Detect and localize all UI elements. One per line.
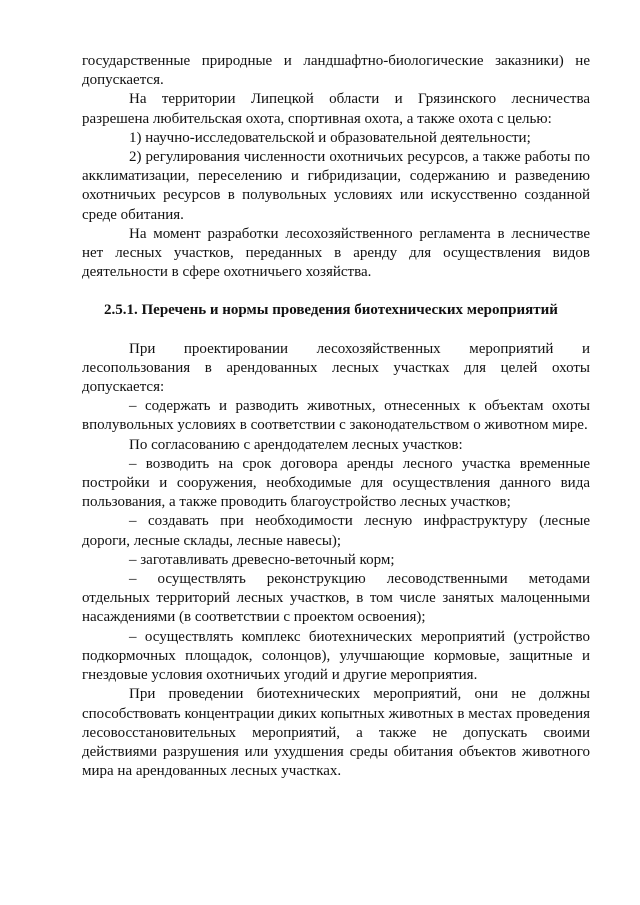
list-item-forage: – заготавливать древесно-веточный корм;	[129, 551, 395, 568]
paragraph-design-intro: При проектировании лесохозяйственных мероприятий и лесопользования в арендованных лесных участках для целей охоты допускается:	[82, 340, 590, 396]
paragraph-list-item-1: 1) научно-исследовательской и образовательной деятельности;	[129, 129, 531, 146]
list-item-infrastructure: – создавать при необходимости лесную инфраструктуру (лесные дороги, лесные склады, лесные навесы);	[82, 513, 590, 549]
paragraph-lease-status: На момент разработки лесохозяйственного регламента в лесничестве нет лесных участков, переданных в аренду для осуществления видов деятельности в сфере охотничьего хозяйства.	[82, 225, 590, 281]
list-item-biotechnical: – осуществлять комплекс биотехнических мероприятий (устройство подкормочных площадок, солонцов), улучшающие кормовые, защитные и гнездовые условия охотничьих угодий и другие мероприятия.	[82, 628, 590, 684]
list-item-reconstruction: – осуществлять реконструкцию лесоводственными методами отдельных территорий лесных участков, в том числе занятых малоценными насаждениями (в соответствии с проектом освоения);	[82, 571, 590, 626]
paragraph-agreement: По согласованию с арендодателем лесных участков:	[129, 436, 463, 453]
paragraph-continuation: государственные природные и ландшафтно-биологические заказники) не допускается.	[82, 53, 590, 89]
paragraph-hunting-permitted: На территории Липецкой области и Грязинского лесничества разрешена любительская охота, спортивная охота, а также охота с целью:	[82, 91, 590, 127]
document-body	[82, 52, 590, 781]
list-item-build-structures: – возводить на срок договора аренды лесного участка временные постройки и сооружения, необходимые для осуществления данного вида пользования, а также проводить благоустройство лесных участков;	[82, 455, 590, 511]
section-heading: 2.5.1. Перечень и нормы проведения биотехнических мероприятий	[104, 302, 558, 319]
list-item-keep-animals: – содержать и разводить животных, отнесенных к объектам охоты вполувольных условиях в соответствии с законодательством о животном мире.	[82, 398, 590, 434]
paragraph-list-item-2: 2) регулирования численности охотничьих ресурсов, а также работы по акклиматизации, переселению и гибридизации, содержанию и разведению охотничьих ресурсов в полувольных условиях или искусственно созданной среде обитания.	[82, 149, 590, 223]
paragraph-conclusion: При проведении биотехнических мероприятий, они не должны способствовать концентрации диких копытных животных в местах проведения лесовосстановительных мероприятий, а также не допускать своими действиями разрушения или ухудшения среды обитания объектов животного мира на арендованных лесных участках.	[82, 686, 590, 780]
